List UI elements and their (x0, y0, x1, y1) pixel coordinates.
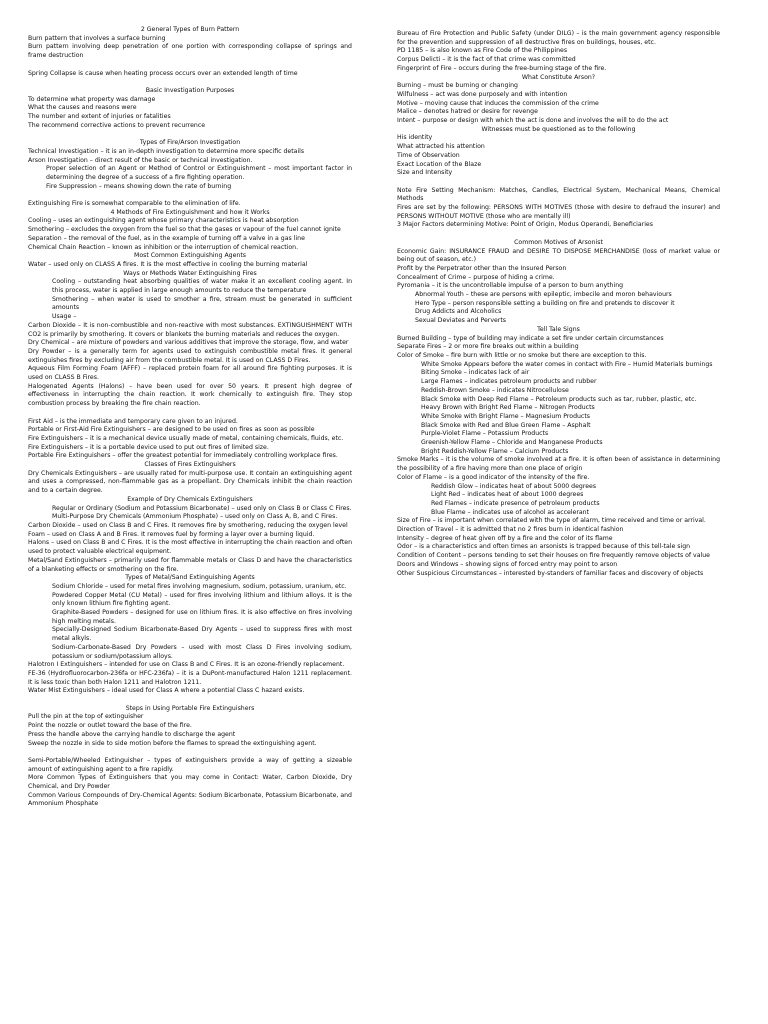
paragraph: Dry Chemicals Extinguishers – are usually rated for multi-purpose use. It contain an extinguishing agent and uses a compressed, non-flammable gas as a propellant. Dry Chemicals inhibit the chain reaction and to a certain degree. (28, 469, 352, 495)
paragraph: Separation – the removal of the fuel, as in the example of turning off a valve in a gas line (28, 234, 305, 242)
paragraph: Bureau of Fire Protection and Public Safety (under DILG) – is the main government agency responsible for the prevention and suppression of all destructive fires on buildings, houses, etc. (397, 30, 720, 46)
section-heading: Types of Fire/Arson Investigation (139, 139, 241, 147)
indented-paragraph: Sexual Deviates and Perverts (415, 317, 506, 325)
paragraph: Pull the pin at the top of extinguisher (28, 713, 144, 721)
paragraph: Other Suspicious Circumstances – interested by-standers of familiar faces and discovery of objects (397, 569, 704, 577)
paragraph: Fires are set by the following: PERSONS WITH MOTIVES (those with desire to defraud the insurer) and PERSONS WITHOUT MOTIVE (those who are mentally ill) (397, 204, 720, 220)
indented-paragraph: Graphite-Based Powders – designed for use on lithium fires. It is also effective on fires involving high melting metals. (52, 609, 352, 625)
paragraph: Separate Fires – 2 or more fire breaks out within a building (397, 343, 579, 351)
paragraph: Intensity – degree of heat given off by a fire and the color of its flame (397, 534, 613, 542)
indented-paragraph: Large Flames – indicates petroleum products and rubber (421, 378, 597, 386)
paragraph: Direction of Travel – it is admitted that no 2 fires burn in identical fashion (397, 526, 624, 534)
indented-paragraph: Light Red – indicates heat of about 1000 degrees (431, 491, 584, 499)
section-heading: Ways or Methods Water Extinguishing Fires (123, 269, 257, 277)
paragraph: Common Various Compounds of Dry-Chemical Agents: Sodium Bicarbonate, Potassium Bicarbonate, and Ammonium Phosphate (28, 791, 352, 808)
section-heading: Classes of Fires Extinguishers (144, 461, 236, 469)
indented-paragraph: Red Flames – indicate presence of petroleum products (431, 499, 600, 507)
section-heading: Most Common Extinguishing Agents (133, 252, 246, 260)
paragraph: His identity (397, 134, 433, 142)
spacer (397, 230, 720, 239)
paragraph: Smothering – excludes the oxygen from the fuel so that the gases or vapour of the fuel cannot ignite (28, 226, 341, 234)
paragraph: First Aid – is the immediate and temporary care given to an injured. (28, 417, 238, 425)
spacer (28, 696, 352, 705)
indented-paragraph: Fire Suppression – means showing down the rate of burning (46, 182, 232, 190)
spacer (28, 191, 352, 200)
right-column (397, 26, 720, 578)
paragraph: Intent – purpose or design with which the act is done and involves the will to do the act (397, 117, 669, 125)
paragraph: Carbon Dioxide – used on Class B and C Fires. It removes fire by smothering, reducing the oxygen level (28, 522, 348, 529)
section-heading: Basic Investigation Purposes (145, 86, 235, 94)
paragraph: Corpus Delicti – it is the fact of that crime was committed (397, 56, 576, 64)
indented-paragraph: Hero Type – person responsible setting a building on fire and pretends to discover it (415, 299, 675, 307)
indented-paragraph: Sodium Chloride – used for metal fires involving magnesium, sodium, potassium, uranium, etc. (52, 582, 347, 590)
paragraph: Arson Investigation – direct result of the basic or technical investigation. (28, 156, 253, 164)
paragraph: Doors and Windows – showing signs of forced entry may point to arson (397, 560, 618, 568)
paragraph: What the causes and reasons were (28, 104, 137, 112)
indented-paragraph: Purple-Violet Flame – Potassium Products (421, 430, 549, 438)
spacer (28, 78, 352, 87)
spacer (28, 130, 352, 139)
paragraph: Portable Fire Extinguishers – offer the greatest potential for immediately controlling workplace fires. (28, 452, 338, 460)
paragraph: Time of Observation (397, 151, 460, 159)
paragraph: Motive – moving cause that induces the commission of the crime (397, 99, 599, 107)
paragraph: Sweep the nozzle in side to side motion before the flames to spread the extinguishing agent. (28, 739, 317, 747)
paragraph: Exact Location of the Blaze (397, 160, 482, 168)
paragraph: More Common Types of Extinguishers that you may come in Contact: Water, Carbon Dioxide, Dry Chemical, and Dry Powder (28, 774, 352, 791)
paragraph: Profit by the Perpetrator other than the Insured Person (397, 264, 567, 272)
indented-paragraph: Biting Smoke – indicates lack of air (421, 369, 530, 377)
indented-paragraph: Cooling – outstanding heat absorbing qualities of water make it an excellent cooling agent. In this process, water is applied in large enough amounts to reduce the temperature (52, 278, 352, 295)
paragraph: Spring Collapse is cause when heating process occurs over an extended length of time (28, 69, 298, 77)
indented-paragraph: Blue Flame – indicates use of alcohol as accelerant (431, 508, 590, 516)
paragraph: Foam – used on Class A and B Fires. It removes fuel by forming a layer over a burning liquid. (28, 530, 315, 538)
paragraph: Water – used only on CLASS A fires. It is the most effective in cooling the burning material (28, 260, 308, 268)
indented-paragraph: Abnormal Youth – these are persons with epileptic, imbecile and moron behaviours (415, 291, 672, 299)
paragraph: Smoke Marks – it is the volume of smoke involved at a fire. It is often been of assistance in determining the possibility of a fire having more than one place of origin (397, 456, 720, 473)
indented-paragraph: Proper selection of an Agent or Method of Control or Extinguishment – most important factor in determining the degree of a success of a fire fighting operation. (46, 165, 352, 181)
section-heading: 2 General Types of Burn Pattern (140, 26, 240, 33)
indented-paragraph: Specially-Designed Sodium Bicarbonate-Based Dry Agents – used to suppress fires with most metal alkyls. (52, 626, 352, 643)
paragraph: Halons – used on Class B and C Fires. It is the most effective in interrupting the chain reaction and often used to protect valuable electrical equipment. (28, 539, 352, 556)
indented-paragraph: Usage – (52, 313, 77, 321)
paragraph: Water Mist Extinguishers – ideal used for Class A where a potential Class C hazard exists. (28, 687, 305, 695)
indented-paragraph: Drug Addicts and Alcoholics (415, 308, 502, 316)
paragraph: Fire Extinguishers – it is a mechanical device usually made of metal, containing chemicals, fluids, etc. (28, 434, 344, 442)
paragraph: Point the nozzle or outlet toward the base of the fire. (28, 722, 192, 730)
paragraph: Metal/Sand Extinguishers – primarily used for flammable metals or Class D and have the characteristics of a blanketing effects or smothering on the fire. (28, 556, 352, 573)
indented-paragraph: Regular or Ordinary (Sodium and Potassium Bicarbonate) – used only on Class B or Class C Fires. (52, 504, 352, 512)
indented-paragraph: White Smoke with Bright Flame – Magnesium Products (421, 412, 590, 420)
indented-paragraph: White Smoke Appears before the water comes in contact with Fire – Humid Materials burnings (421, 360, 713, 368)
indented-paragraph: Reddish Glow – indicates heat of about 5000 degrees (431, 482, 597, 490)
paragraph: Size and Intensity (397, 169, 453, 177)
spacer (28, 61, 352, 70)
paragraph: Wilfulness – act was done purposely and with intention (397, 90, 568, 98)
paragraph: Pyromania – it is the uncontrollable impulse of a person to burn anything (397, 282, 624, 290)
paragraph: Portable or First-Aid Fire Extinguishers – are designed to be used on fires as soon as possible (28, 426, 315, 434)
left-column (28, 26, 352, 809)
section-heading: Tell Tale Signs (537, 325, 580, 333)
paragraph: Note Fire Setting Mechanism: Matches, Candles, Electrical System, Mechanical Means, Chemical Methods (397, 186, 720, 203)
indented-paragraph: Sodium-Carbonate-Based Dry Powders – used with most Class D Fires involving sodium, potassium or sodium/potassium alloys. (52, 643, 352, 660)
paragraph: Size of Fire – is important when correlated with the type of alarm, time received and time or arrival. (397, 517, 706, 525)
spacer (28, 748, 352, 757)
indented-paragraph: Greenish-Yellow Flame – Chloride and Manganese Products (421, 439, 603, 447)
paragraph: Technical Investigation – it is an in-depth investigation to determine more specific details (28, 147, 305, 155)
paragraph: Semi-Portable/Wheeled Extinguisher – types of extinguishers provide a way of getting a sizeable amount of extinguishing agent to a fire rapidly. (28, 756, 352, 773)
paragraph: Fingerprint of Fire – occurs during the free-burning stage of the fire. (397, 64, 607, 72)
paragraph: Cooling – uses an extinguishing agent whose primary characteristics is heat absorption (28, 217, 299, 225)
section-heading: What Constitute Arson? (521, 73, 596, 81)
paragraph: Chemical Chain Reaction – known as inhibition or the interruption of chemical reaction. (28, 243, 299, 251)
paragraph: Concealment of Crime – purpose of hiding a crime. (397, 273, 555, 281)
paragraph: Burned Building – type of building may indicate a set fire under certain circumstances (397, 334, 664, 342)
paragraph: Color of Smoke – fire burn with little or no smoke but there are exception to this. (397, 351, 647, 359)
indented-paragraph: Bright Reddish-Yellow Flame – Calcium Products (421, 447, 569, 455)
indented-paragraph: Smothering – when water is used to smother a fire, stream must be generated in sufficient amounts (52, 295, 352, 312)
paragraph: FE-36 (Hydrofluorocarbon-236fa or HFC-236fa) – it is a DuPont-manufactured Halon 1211 replacement. It is less toxic than both Halon 1211 and Halotron 1211. (28, 669, 352, 686)
paragraph: Burning – must be burning or changing (397, 82, 518, 90)
paragraph: Color of Flame – is a good indicator of the intensity of the fire. (397, 473, 590, 481)
paragraph: Condition of Content – persons tending to set their houses on fire frequently remove objects of value (397, 552, 710, 560)
indented-paragraph: Black Smoke with Deep Red Flame – Petroleum products such as tar, rubber, plastic, etc. (421, 395, 697, 403)
indented-paragraph: Black Smoke with Red and Blue Green Flame – Asphalt (421, 421, 591, 429)
indented-paragraph: Reddish-Brown Smoke – indicates Nitrocellulose (421, 386, 569, 394)
section-heading: 4 Methods of Fire Extinguishment and how it Works (110, 208, 270, 216)
paragraph: PD 1185 – is also known as Fire Code of the Philippines (397, 47, 568, 55)
paragraph: To determine what property was damage (28, 95, 156, 103)
paragraph: Aqueous Film Forming Foam (AFFF) – replaced protein foam for all around fire fighting purposes. It is used on CLASS B Fires. (28, 365, 352, 382)
paragraph: Halogenated Agents (Halons) – have been used for over 50 years. It present high degree of effectiveness in interrupting the chain reaction. It work chemically to extinguish fire. They stop combustion process by breaking the fire chain reaction. (28, 382, 352, 408)
paragraph: Press the handle above the carrying handle to discharge the agent (28, 730, 236, 738)
paragraph: Burn pattern involving deep penetration of one portion with corresponding collapse of springs and frame destruction (28, 43, 352, 60)
paragraph: Malice – denotes hatred or desire for revenge (397, 108, 538, 116)
spacer (28, 409, 352, 418)
section-heading: Witnesses must be questioned as to the following (481, 125, 636, 133)
paragraph: What attracted his attention (397, 143, 485, 151)
indented-paragraph: Multi-Purpose Dry Chemicals (Ammonium Phosphate) – used only on Class A, B, and C Fires. (52, 513, 338, 521)
paragraph: Extinguishing Fire is somewhat comparable to the elimination of life. (28, 200, 241, 207)
paragraph: The number and extent of injuries or fatalities (28, 113, 171, 120)
paragraph: Burn pattern that involves a surface burning (28, 34, 166, 42)
paragraph: Dry Powder – is a generally term for agents used to extinguish combustible metal fires. It general extinguishes fires by excluding air from the combustible metal. It is used on CLASS D Fires. (28, 347, 352, 364)
spacer (397, 178, 720, 187)
indented-paragraph: Powdered Copper Metal (CU Metal) – used for fires involving lithium and lithium alloys. It is the only known lithium fire fighting agent. (52, 591, 352, 608)
paragraph: 3 Major Factors determining Motive: Point of Origin, Modus Operandi, Beneficiaries (397, 221, 653, 229)
paragraph: Fire Extinguishers – it is a portable device used to put out fires of limited size. (28, 443, 269, 451)
paragraph: Odor – is a characteristics and often times an arsonists is trapped because of this tell-tale sign (397, 543, 691, 551)
paragraph: Carbon Dioxide – It is non-combustible and non-reactive with most substances. EXTINGUISHMENT WITH CO2 is primarily by smothering. It covers or blankets the burning materials and reduces the oxygen. (28, 321, 352, 338)
paragraph: Dry Chemical – are mixture of powders and various additives that improve the storage, flow, and water (28, 339, 349, 347)
section-heading: Common Motives of Arsonist (514, 238, 603, 246)
paragraph: The recommend corrective actions to prevent recurrence (28, 121, 206, 129)
indented-paragraph: Heavy Brown with Bright Red Flame – Nitrogen Products (421, 404, 595, 412)
section-heading: Example of Dry Chemicals Extinguishers (127, 495, 253, 503)
paragraph: Halotron I Extinguishers – intended for use on Class B and C Fires. It is an ozone-friendly replacement. (28, 661, 345, 669)
section-heading: Types of Metal/Sand Extinguishing Agents (125, 574, 255, 582)
section-heading: Steps in Using Portable Fire Extinguishers (125, 704, 255, 712)
paragraph: Economic Gain: INSURANCE FRAUD and DESIRE TO DISPOSE MERCHANDISE (loss of market value or being out of season, etc.) (397, 247, 720, 264)
